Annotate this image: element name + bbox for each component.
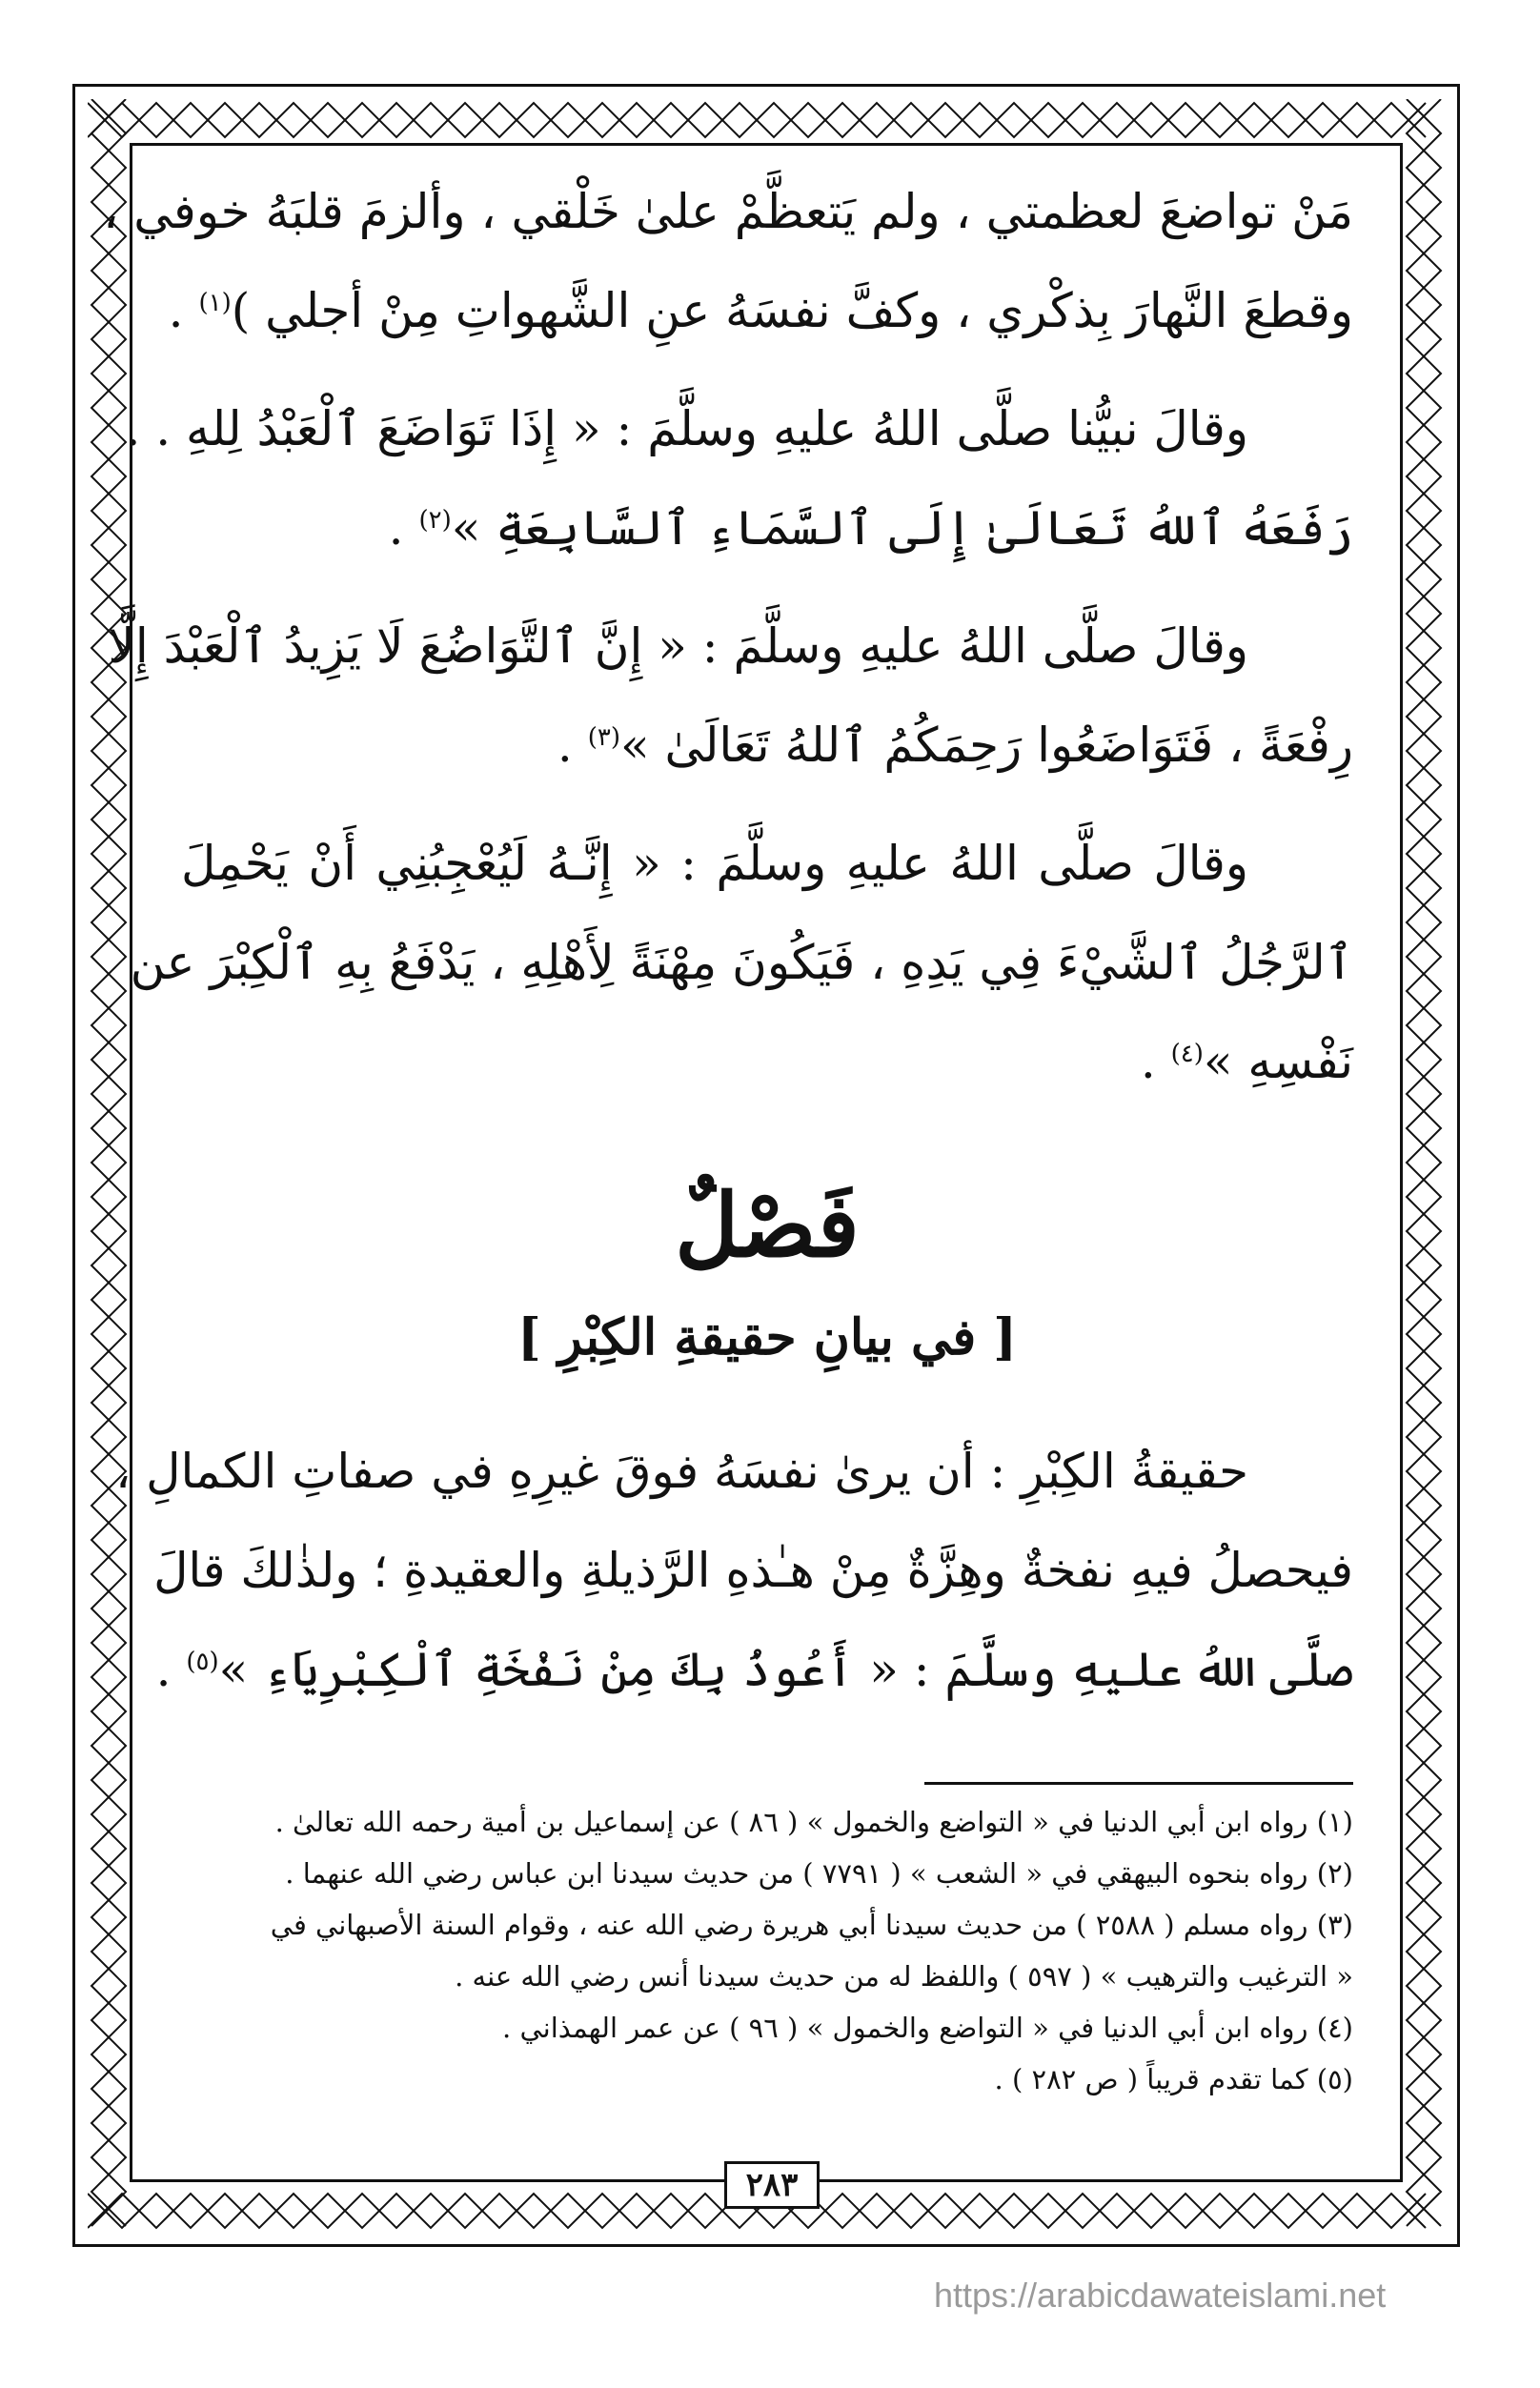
section-ornament-fasl: فَصْلٌ [675,1174,860,1277]
paragraph-definition: حقيقةُ الكِبْرِ : أن يرىٰ نفسَهُ فوقَ غيرِهِ في صفاتِ الكمالِ ، فيحصلُ فيهِ نفخةٌ وهِزَّةٌ مِنْ هـٰذهِ الرَّذيلةِ والعقيدةِ ؛ ولذٰلكَ قالَ صلَّى اللهُ عليهِ وسلَّمَ : « أَعُوذُ بِكَ مِنْ نَفْخَةِ ٱلْكِبْرِيَاءِ »$^{(٥)}$ . [181,1422,1353,1719]
text-line: ٱلرَّجُلُ ٱلشَّيْءَ فِي يَدِهِ ، فَيَكُونَ مِهْنَةً لِأَهْلِهِ ، يَدْفَعُ بِهِ ٱلْكِبْرَ عن [130,935,1353,990]
section-heading: [ في بيانِ حقيقةِ الكِبْرِ ] [517,1308,1017,1366]
footnote-marker: (٥) [186,1648,219,1676]
page-number: ٢٨٣ [724,2161,820,2209]
paragraph-hadith-qudsi: مَنْ تواضعَ لعظمتي ، ولم يَتعظَّمْ علىٰ خَلْقي ، وألزمَ قلبَهُ خوفي ، وقطعَ النَّهارَ بِذكْري ، وكفَّ نفسَهُ عنِ الشَّهواتِ مِنْ أجلي )$^{(١)}$ . [181,162,1353,360]
main-text [103,162,1353,1738]
paragraph-hadith-2: وقالَ نبيُّنا صلَّى اللهُ عليهِ وسلَّمَ : « إِذَا تَوَاضَعَ ٱلْعَبْدُ لِلهِ . . رَفَعَهُ ٱللهُ تَعَالَىٰ إِلَى ٱلسَّمَاءِ ٱلسَّابِعَةِ »$^{(٢)}$ . [181,379,1353,577]
footnote-5: (٥) كما تقدم قريباً ( ص ٢٨٢ ) . [994,2063,1353,2095]
footnote-3-cont: « الترغيب والترهيب » ( ٥٩٧ ) واللفظ له من حديث سيدنا أنس رضي الله عنه . [455,1960,1353,1993]
text-line: وقالَ نبيُّنا صلَّى اللهُ عليهِ وسلَّمَ : « إِذَا تَوَاضَعَ ٱلْعَبْدُ لِلهِ . . [125,401,1248,456]
footnote-marker: (١) [198,289,232,317]
text-line: حقيقةُ الكِبْرِ : أن يرىٰ نفسَهُ فوقَ غيرِهِ في صفاتِ الكمالِ ، [115,1444,1248,1499]
footnote-2: (٢) رواه بنحوه البيهقي في « الشعب » ( ٧٧٩١ ) من حديث سيدنا ابن عباس رضي الله عنهما . [285,1857,1353,1890]
text-line: وقالَ صلَّى اللهُ عليهِ وسلَّمَ : « إِنَّـهُ لَيُعْجِبُنِي أَنْ يَحْمِلَ [181,836,1248,891]
text-line: وقطعَ النَّهارَ بِذكْري ، وكفَّ نفسَهُ عنِ الشَّهواتِ مِنْ أجلي ) [231,283,1353,338]
text-line: نَفْسِهِ » [1203,1034,1353,1089]
text-line: وقالَ صلَّى اللهُ عليهِ وسلَّمَ : « إِنَّ ٱلتَّوَاضُعَ لَا يَزِيدُ ٱلْعَبْدَ إِلَّا [108,618,1248,674]
text-line: مَنْ تواضعَ لعظمتي ، ولم يَتعظَّمْ علىٰ خَلْقي ، وألزمَ قلبَهُ خوفي ، [103,184,1353,239]
text-line: فيحصلُ فيهِ نفخةٌ وهِزَّةٌ مِنْ هـٰذهِ الرَّذيلةِ والعقيدةِ ؛ ولذٰلكَ قالَ [153,1543,1353,1598]
footnote-marker: (٢) [418,506,452,535]
footnote-3: (٣) رواه مسلم ( ٢٥٨٨ ) من حديث سيدنا أبي هريرة رضي الله عنه ، وقوام السنة الأصبهاني في [270,1909,1353,1941]
watermark-url: https://arabicdawateislami.net [934,2276,1387,2315]
footnote-4: (٤) رواه ابن أبي الدنيا في « التواضع والخمول » ( ٩٦ ) عن عمر الهمذاني . [502,2012,1353,2044]
paragraph-hadith-3: وقالَ صلَّى اللهُ عليهِ وسلَّمَ : « إِنَّ ٱلتَّوَاضُعَ لَا يَزِيدُ ٱلْعَبْدَ إِلَّا رِفْعَةً ، فَتَوَاضَعُوا رَحِمَكُمُ ٱللهُ تَعَالَىٰ »$^{(٣)}$ . [181,597,1353,795]
footnote-1: (١) رواه ابن أبي الدنيا في « التواضع والخمول » ( ٨٦ ) عن إسماعيل بن أمية رحمه الله تعالىٰ . [274,1806,1353,1838]
footnote-divider [924,1782,1353,1785]
footnote-marker: (٣) [587,723,620,752]
footnote-marker: (٤) [1170,1040,1204,1068]
text-line: رَفَعَهُ ٱللهُ تَعَالَىٰ إِلَى ٱلسَّمَاءِ ٱلسَّابِعَةِ » [451,500,1353,556]
footnotes [181,1796,1353,2105]
text-line: رِفْعَةً ، فَتَوَاضَعُوا رَحِمَكُمُ ٱللهُ تَعَالَىٰ » [620,718,1353,773]
paragraph-hadith-4: وقالَ صلَّى اللهُ عليهِ وسلَّمَ : « إِنَّـهُ لَيُعْجِبُنِي أَنْ يَحْمِلَ ٱلرَّجُلُ ٱلشَّيْءَ فِي يَدِهِ ، فَيَكُونَ مِهْنَةً لِأَهْلِهِ ، يَدْفَعُ بِهِ ٱلْكِبْرَ عن نَفْسِهِ »$^{(٤)}$ . [181,814,1353,1111]
text-line: صلَّى اللهُ عليهِ وسلَّمَ : « أَعُوذُ بِكَ مِنْ نَفْخَةِ ٱلْكِبْرِيَاءِ » [218,1642,1353,1697]
